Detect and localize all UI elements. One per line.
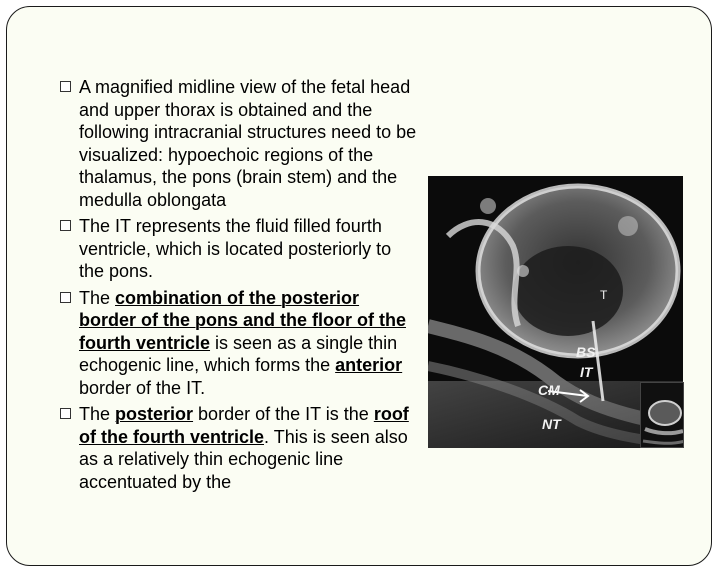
label-it: IT (580, 364, 593, 380)
label-bs: BS (576, 344, 596, 360)
bullet-box-icon (60, 292, 71, 303)
bullet-emphasis: anterior (335, 355, 403, 375)
bullet-text: . This is seen also as a relatively thin echogenic line accentuated by the (79, 426, 408, 492)
label-nt: NT (542, 416, 561, 432)
bullet-text: The (79, 404, 116, 424)
bullet-text: is seen as a single thin echogenic line, which forms the (79, 332, 398, 375)
bullet-box-icon (60, 220, 71, 231)
bullet-text: A magnified midline view of the fetal head and upper thorax is obtained and the following intracranial structures need to be visualized: hypoechoic regions of the thalamus, the pons (brain stem) and the medulla oblongata (79, 77, 417, 210)
bullet-box-icon (60, 408, 71, 419)
bullet-list (60, 76, 420, 497)
bullet-text: border of the IT is the (193, 404, 374, 424)
bullet-item-1 (60, 76, 420, 211)
bullet-item-4 (60, 403, 420, 493)
inset-drawing (641, 383, 684, 448)
bullet-emphasis: roof of the fourth ventricle (79, 404, 409, 447)
bullet-emphasis: posterior (115, 404, 194, 424)
bullet-emphasis: combination of the posterior border of the pons and the floor of the fourth ventricle (79, 287, 406, 353)
bullet-text: The (79, 287, 116, 308)
bullet-box-icon (60, 81, 71, 92)
label-cm: CM (538, 382, 560, 398)
bullet-text: The IT represents the fluid filled fourth ventricle, which is located posteriorly to the pons. (79, 216, 392, 281)
label-t: T (600, 288, 608, 302)
bullet-text: border of the IT. (79, 377, 206, 398)
bullet-item-3 (60, 287, 420, 400)
ultrasound-inset-thumbnail (640, 382, 684, 448)
bullet-item-2 (60, 215, 420, 283)
